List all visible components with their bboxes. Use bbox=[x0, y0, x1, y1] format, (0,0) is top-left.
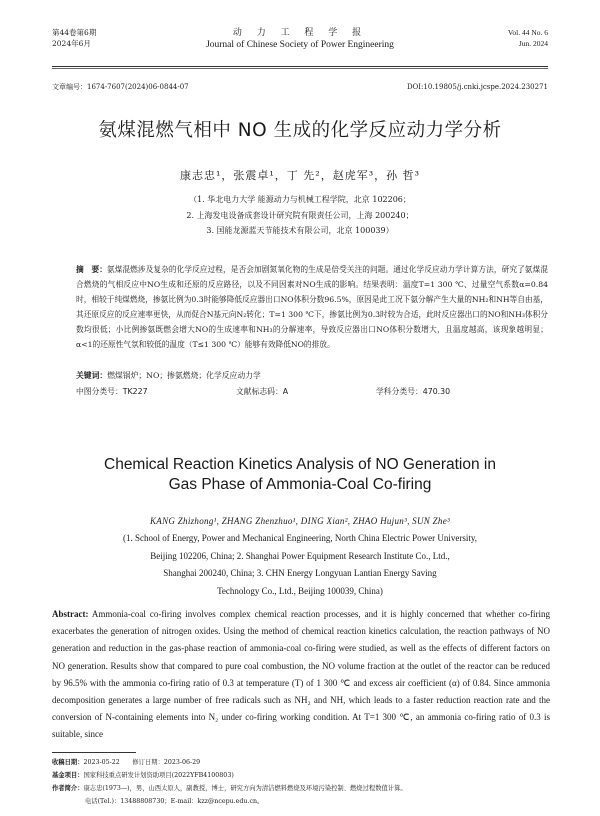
keywords-cn-text: 燃煤锅炉；NO；掺氨燃烧；化学反应动力学 bbox=[107, 371, 261, 380]
title-en-line-2: Gas Phase of Ammonia-Coal Co-firing bbox=[168, 476, 432, 493]
affiliation-en-3: Shanghai 200240, China; 3. CHN Energy Longyuan Lantian Energy Saving bbox=[163, 568, 437, 578]
document-code: 文献标志码：A bbox=[236, 387, 289, 396]
subject-code: 学科分类号：470.30 bbox=[376, 387, 451, 396]
footnote-funding: 基金项目：国家科技重点研发计划资助项目(2022YFB4100803) bbox=[52, 772, 234, 779]
journal-header bbox=[52, 27, 548, 67]
affiliations-cn bbox=[52, 192, 548, 239]
footnotes bbox=[52, 756, 550, 808]
footnote-contact: 电话(Tel.)：13488808730；E-mail：kzz@ncepu.edu.cn。 bbox=[85, 798, 264, 805]
affiliation-en-2: Beijing 102206, China; 2. Shanghai Power Equipment Research Institute Co., Ltd., bbox=[150, 550, 450, 561]
affiliation-en-1: (1. School of Energy, Power and Mechanical Engineering, North China Electric Power University, bbox=[122, 533, 478, 543]
keywords-cn-label: 关键词： bbox=[76, 371, 108, 380]
affiliation-cn-1: （1. 华北电力大学 能源动力与机械工程学院，北京 102206； bbox=[189, 195, 411, 204]
affiliation-en-4: Technology Co., Ltd., Beijing 100039, China) bbox=[217, 585, 383, 596]
footnote-received: 收稿日期：2023-05-22 修订日期：2023-06-29 bbox=[52, 759, 201, 766]
header-rule-thin bbox=[52, 68, 548, 69]
journal-name-en: Journal of Chinese Society of Power Engineering bbox=[206, 40, 394, 50]
title-cn: 氨煤混燃气相中 NO 生成的化学反应动力学分析 bbox=[98, 120, 502, 141]
footnote-author-bio: 作者简介：康志忠(1973—)，男，山西太原人，副教授，博士，研究方向为清洁燃料燃烧及环境污染控制、燃烧过程数值计算。 bbox=[52, 785, 407, 792]
title-en bbox=[52, 455, 548, 495]
abstract-en bbox=[52, 606, 550, 744]
abstract-en-text: Ammonia-coal co-firing involves complex chemical reaction processes, and it is highly concerned that whether co-firing exacerbates the generation of nitrogen oxides. Using the method of chemical reaction kinetics calculation, the reaction pathways of NO generation and reduction in the gas-phase reaction of ammonia-coal co-firing were studied, as well as the effects of different factors on NO generation. Results show that compared to pure coal combustion, the NO volume fraction at the outlet of the reactor can be reduced by 96.5% with the ammonia co-firing ratio of 0.3 at temperature (T) of 1 300 ℃ and excess air coefficient (α) of 0.84. Since ammonia decomposition generates a large number of free radicals such as NH₂ and NH, which leads to a faster reduction reaction rate and the conversion of N-containing elements into N₂ under co-firing working condition. At T=1 300 ℃, an ammonia co-firing ratio of 0.3 is suitable, since bbox=[52, 609, 550, 740]
title-en-line-1: Chemical Reaction Kinetics Analysis of NO Generation in bbox=[104, 456, 496, 473]
journal-name-cn: 动 力 工 程 学 报 bbox=[232, 28, 368, 38]
doi: DOI:10.19805/j.cnki.jcspe.2024.230271 bbox=[406, 83, 548, 91]
clc-number: 中图分类号：TK227 bbox=[76, 387, 148, 396]
header-volume-cn: 第44卷第6期 bbox=[52, 28, 97, 37]
header-volume-en: Vol. 44 No. 6 bbox=[507, 28, 548, 37]
article-number: 文章编号：1674-7607(2024)06-0844-07 bbox=[52, 83, 189, 91]
abstract-cn bbox=[76, 262, 548, 352]
footnote-rule bbox=[52, 752, 136, 753]
header-journal-name bbox=[52, 27, 548, 51]
authors-cn: 康志忠¹，张震卓¹，丁 先²，赵虎军³，孙 哲³ bbox=[179, 169, 421, 182]
header-date-en: Jun. 2024 bbox=[518, 39, 548, 48]
article-identifiers bbox=[52, 82, 548, 92]
classification-row bbox=[76, 386, 548, 398]
header-date-cn: 2024年6月 bbox=[52, 39, 91, 48]
abstract-en-label: Abstract: bbox=[52, 609, 89, 619]
header-issue-en bbox=[508, 27, 548, 49]
abstract-cn-label: 摘 要： bbox=[76, 265, 107, 274]
authors-en: KANG Zhizhong¹, ZHANG Zhenzhuo¹, DING Xian², ZHAO Hujun³, SUN Zhe³ bbox=[149, 516, 451, 526]
header-rule bbox=[52, 66, 548, 67]
affiliation-cn-2: 2. 上海发电设备成套设计研究院有限责任公司，上海 200240； bbox=[186, 210, 414, 220]
keywords-cn bbox=[76, 370, 548, 382]
affiliation-cn-3: 3. 国能龙源蓝天节能技术有限公司，北京 100039） bbox=[206, 226, 394, 235]
affiliations-en bbox=[52, 530, 548, 600]
abstract-cn-text: 氨煤混燃涉及复杂的化学反应过程，是否会加剧氮氧化物的生成是倍受关注的问题。通过化学反应动力学计算方法，研究了氨煤混合燃烧的气相反应中NO生成和还原的反应路径，以及不同因素对NO生成的影响。结果表明：温度T=1 300 ℃、过量空气系数α=0.84时，相较于纯煤燃烧，掺氨比例为0.3时能够降低反应器出口NO体积分数96.5%，原因是此工况下氨分解产生大量的NH₂和NH等自由基，其还原反应的反应速率更快，从而促合N基元向N₂转化；T=1 300 ℃下，掺氨比例为0.3时较为合适，此时反应器出口的NO和NH₃体积分数均很低；小比例掺氨既燃会增大NO的生成速率和NH₃的分解速率，导致反应器出口NO体积分数增大，且温度越高，该现象越明显；α<1的还原性气氛和较低的温度（T≤1 300 ℃）能够有效降低NO的排放。 bbox=[76, 265, 548, 349]
